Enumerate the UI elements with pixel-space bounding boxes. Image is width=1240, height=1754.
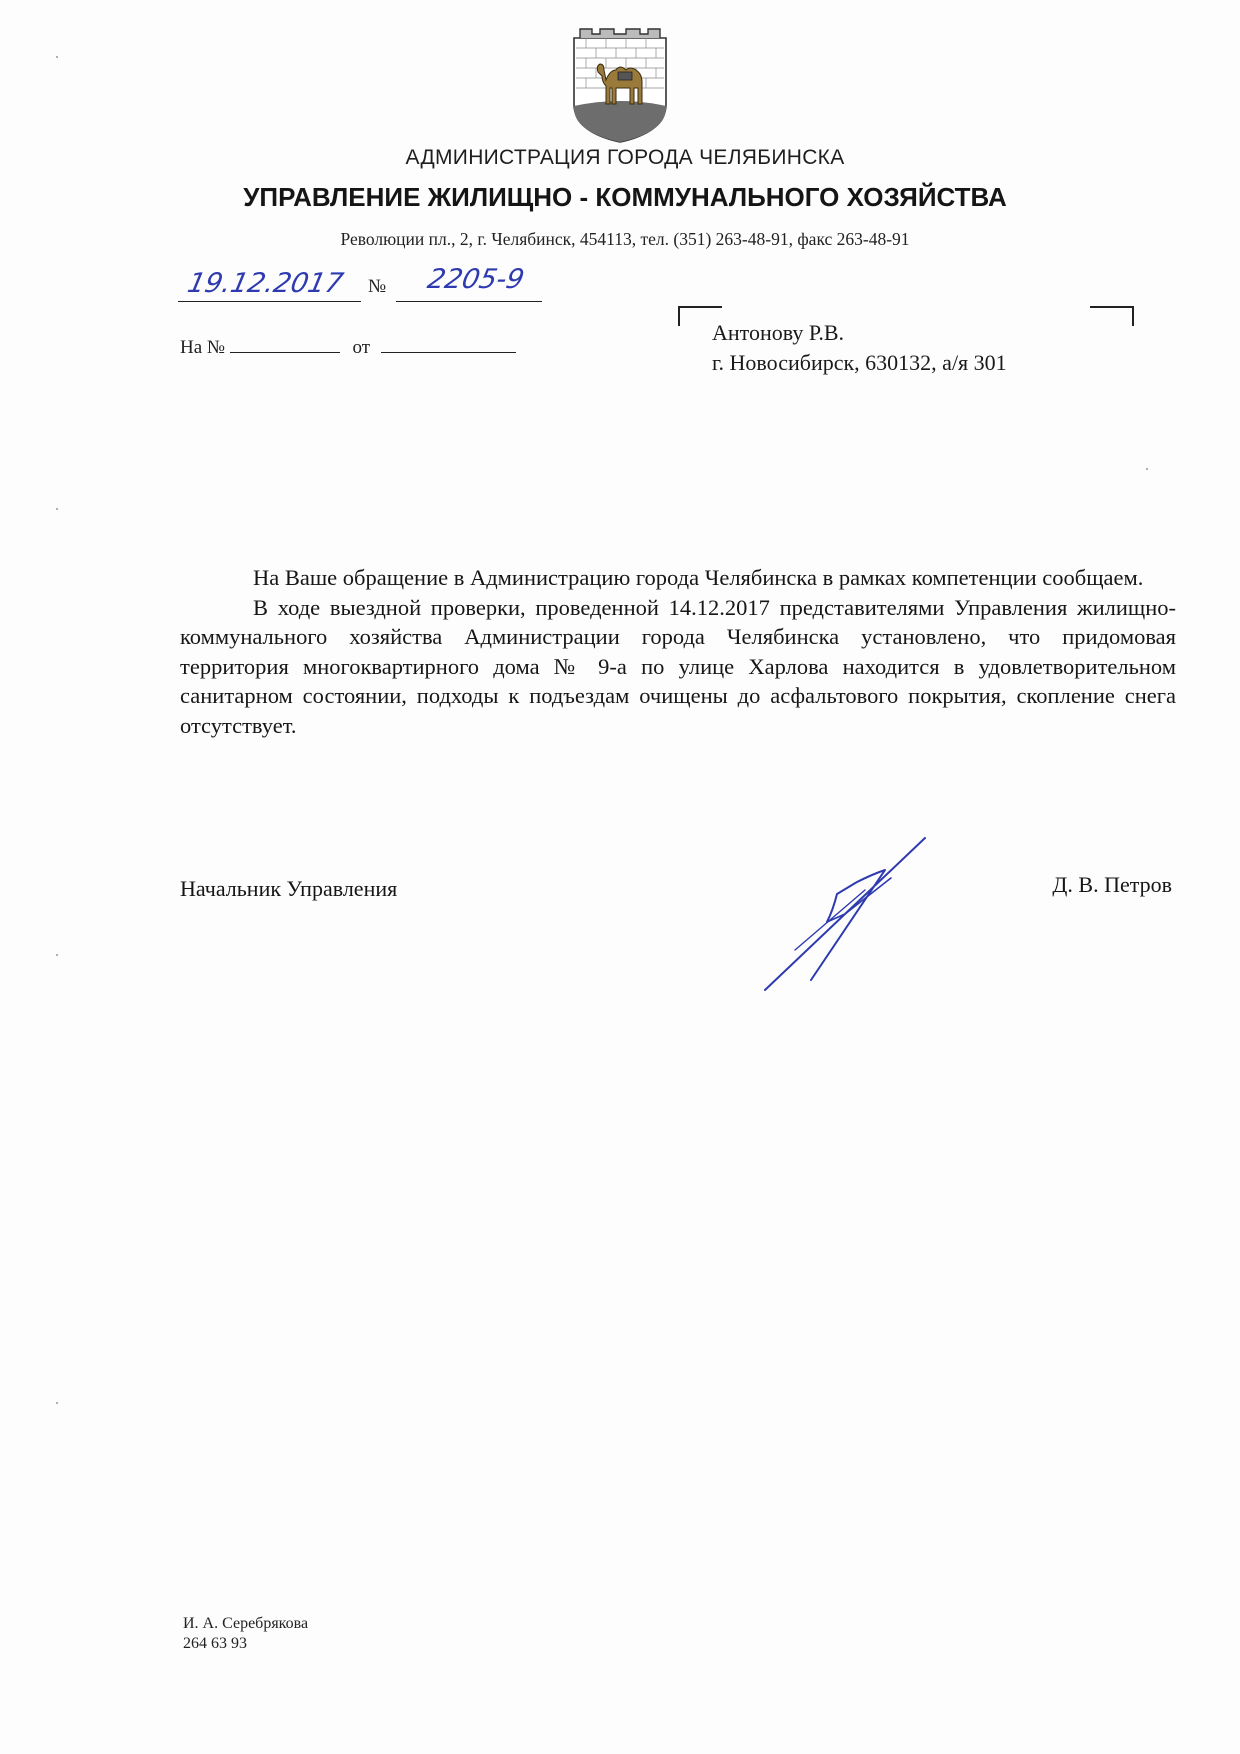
number-underline — [396, 301, 542, 302]
coat-of-arms-icon — [570, 26, 670, 144]
reference-no-label: На № — [180, 337, 226, 358]
reference-from-label: от — [352, 337, 371, 358]
signatory-name: Д. В. Петров — [1052, 872, 1172, 897]
scan-mark — [56, 508, 58, 510]
addressee-address: г. Новосибирск, 630132, а/я 301 — [712, 350, 1007, 375]
addressee-block — [712, 318, 1007, 378]
reference-no-blank — [230, 334, 340, 353]
registration-number: 2205-9 — [424, 264, 527, 295]
addressee-name: Антонову Р.В. — [712, 320, 845, 345]
executor-block — [183, 1614, 308, 1654]
body-paragraph-2: В ходе выездной проверки, проведенной 14.12.2017 представителями Управления жилищно-коммунального хозяйства Администрации города Челябинска установлено, что придомовая территория многоквартирного дома № 9-а по улице Харлова находится в удовлетворительном санитарном состоянии, подходы к подъездам очищены до асфальтового покрытия, скопление снега отсутствует. — [180, 594, 1176, 738]
registration-date: 19.12.2017 — [184, 268, 346, 299]
executor-name: И. А. Серебрякова — [183, 1615, 309, 1632]
executor-phone: 264 63 93 — [183, 1635, 247, 1652]
scan-mark — [56, 1402, 58, 1404]
reference-from-blank — [381, 334, 516, 353]
letter-body — [180, 563, 1176, 740]
scan-mark — [1146, 468, 1148, 470]
handwritten-signature-icon — [755, 830, 935, 1000]
address-corner-right — [1090, 306, 1134, 326]
scan-mark — [56, 954, 58, 956]
body-paragraph-1: На Ваше обращение в Администрацию города Челябинска в рамках компетенции сообщаем. — [253, 565, 1144, 590]
department-title: УПРАВЛЕНИЕ ЖИЛИЩНО - КОММУНАЛЬНОГО ХОЗЯЙСТВА — [243, 182, 1007, 212]
scan-mark — [56, 56, 58, 58]
number-sign: № — [368, 276, 387, 297]
date-underline — [178, 301, 361, 302]
registration-line — [178, 264, 558, 308]
department-address: Революции пл., 2, г. Челябинск, 454113, тел. (351) 263-48-91, факс 263-48-91 — [340, 229, 910, 249]
administration-title: АДМИНИСТРАЦИЯ ГОРОДА ЧЕЛЯБИНСКА — [405, 146, 845, 169]
reference-line — [180, 334, 516, 359]
signatory-position: Начальник Управления — [180, 876, 398, 901]
